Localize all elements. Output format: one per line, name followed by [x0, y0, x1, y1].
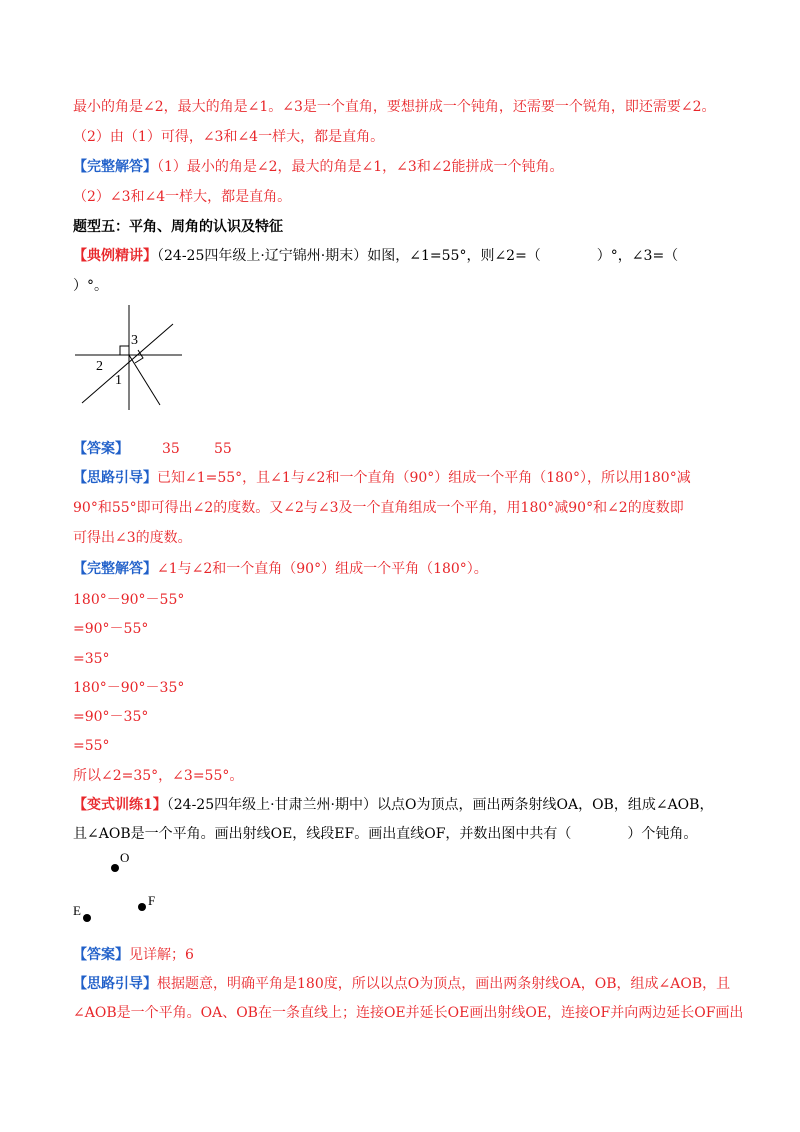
angle-figure: [70, 300, 190, 415]
text-line: 最小的角是∠2，最大的角是∠1。∠3是一个直角，要想拼成一个钝角，还需要一个锐角，即还需要∠2。: [73, 99, 716, 115]
solution-tag: 【完整解答】: [73, 159, 157, 175]
calc-step: =90°－55°: [73, 621, 149, 637]
hint-text: 根据题意，明确平角是180度，所以以点O为顶点，画出两条射线OA，OB，组成∠AOB，且: [157, 976, 731, 992]
point-o: [111, 864, 119, 872]
hint-line: ∠AOB是一个平角。OA、OB在一条直线上；连接OE并延长OE画出射线OE，连接OF并向两边延长OF画出: [73, 1005, 744, 1021]
example-tag: 【典例精讲】: [73, 248, 157, 264]
answer-tag: 【答案】: [73, 947, 129, 963]
answer-tag: 【答案】: [73, 441, 129, 457]
angle-label-2: 2: [96, 359, 103, 374]
exercise-line: [73, 795, 713, 815]
text-line: （2）∠3和∠4一样大，都是直角。: [73, 189, 292, 205]
example-line: [73, 246, 678, 266]
calc-step: =90°－35°: [73, 709, 149, 725]
points-figure: [70, 848, 180, 928]
hint-tag: 【思路引导】: [73, 470, 157, 486]
calc-conclusion: 所以∠2=35°，∠3=55°。: [73, 768, 244, 784]
hint-line: 可得出∠3的度数。: [73, 530, 192, 546]
calc-step: 180°－90°－55°: [73, 592, 185, 608]
hint-line: [73, 468, 691, 488]
solution-line: [73, 559, 488, 579]
text-line: （2）由（1）可得，∠3和∠4一样大，都是直角。: [73, 129, 385, 145]
point-e: [83, 914, 91, 922]
example-text: （24-25四年级上·辽宁锦州·期末）如图，∠1=55°，则∠2=（ ）°，∠3=（: [157, 248, 679, 264]
exercise-line-2: 且∠AOB是一个平角。画出射线OE，线段EF。画出直线OF，并数出图中共有（ ）个钝角。: [73, 826, 698, 842]
answer-line: [73, 945, 194, 965]
hint-text: 已知∠1=55°，且∠1与∠2和一个直角（90°）组成一个平角（180°），所以用180°减: [157, 470, 691, 486]
solution-tag: 【完整解答】: [73, 561, 157, 577]
answer-line: [73, 439, 232, 459]
point-label-f: F: [148, 893, 156, 908]
hint-line: [73, 974, 730, 994]
answer-value: 55: [214, 441, 232, 457]
answer-value: 35: [162, 441, 180, 457]
angle-label-1: 1: [115, 373, 122, 388]
answer-text: 见详解；6: [129, 947, 194, 963]
exercise-text: （24-25四年级上·甘肃兰州·期中）以点O为顶点，画出两条射线OA，OB，组成∠AOB，: [166, 797, 714, 813]
solution-text: （1）最小的角是∠2，最大的角是∠1，∠3和∠2能拼成一个钝角。: [157, 159, 564, 175]
exercise-tag: 【变式训练1】: [73, 797, 167, 813]
point-f: [138, 903, 146, 911]
right-angle-mark: [120, 346, 129, 355]
calc-step: =55°: [73, 738, 110, 754]
solution-text: ∠1与∠2和一个直角（90°）组成一个平角（180°）。: [157, 561, 488, 577]
hint-line: 90°和55°即可得出∠2的度数。又∠2与∠3及一个直角组成一个平角，用180°减90°和∠2的度数即: [73, 500, 684, 516]
hint-tag: 【思路引导】: [73, 976, 157, 992]
example-line-2: ）°。: [73, 278, 108, 294]
section-title: 题型五：平角、周角的认识及特征: [73, 219, 283, 235]
text-line: [73, 157, 563, 177]
point-label-e: E: [73, 903, 81, 918]
calc-step: 180°－90°－35°: [73, 680, 185, 696]
calc-step: =35°: [73, 651, 110, 667]
ray-line: [129, 355, 160, 405]
point-label-o: O: [120, 850, 130, 865]
angle-label-3: 3: [131, 333, 138, 348]
